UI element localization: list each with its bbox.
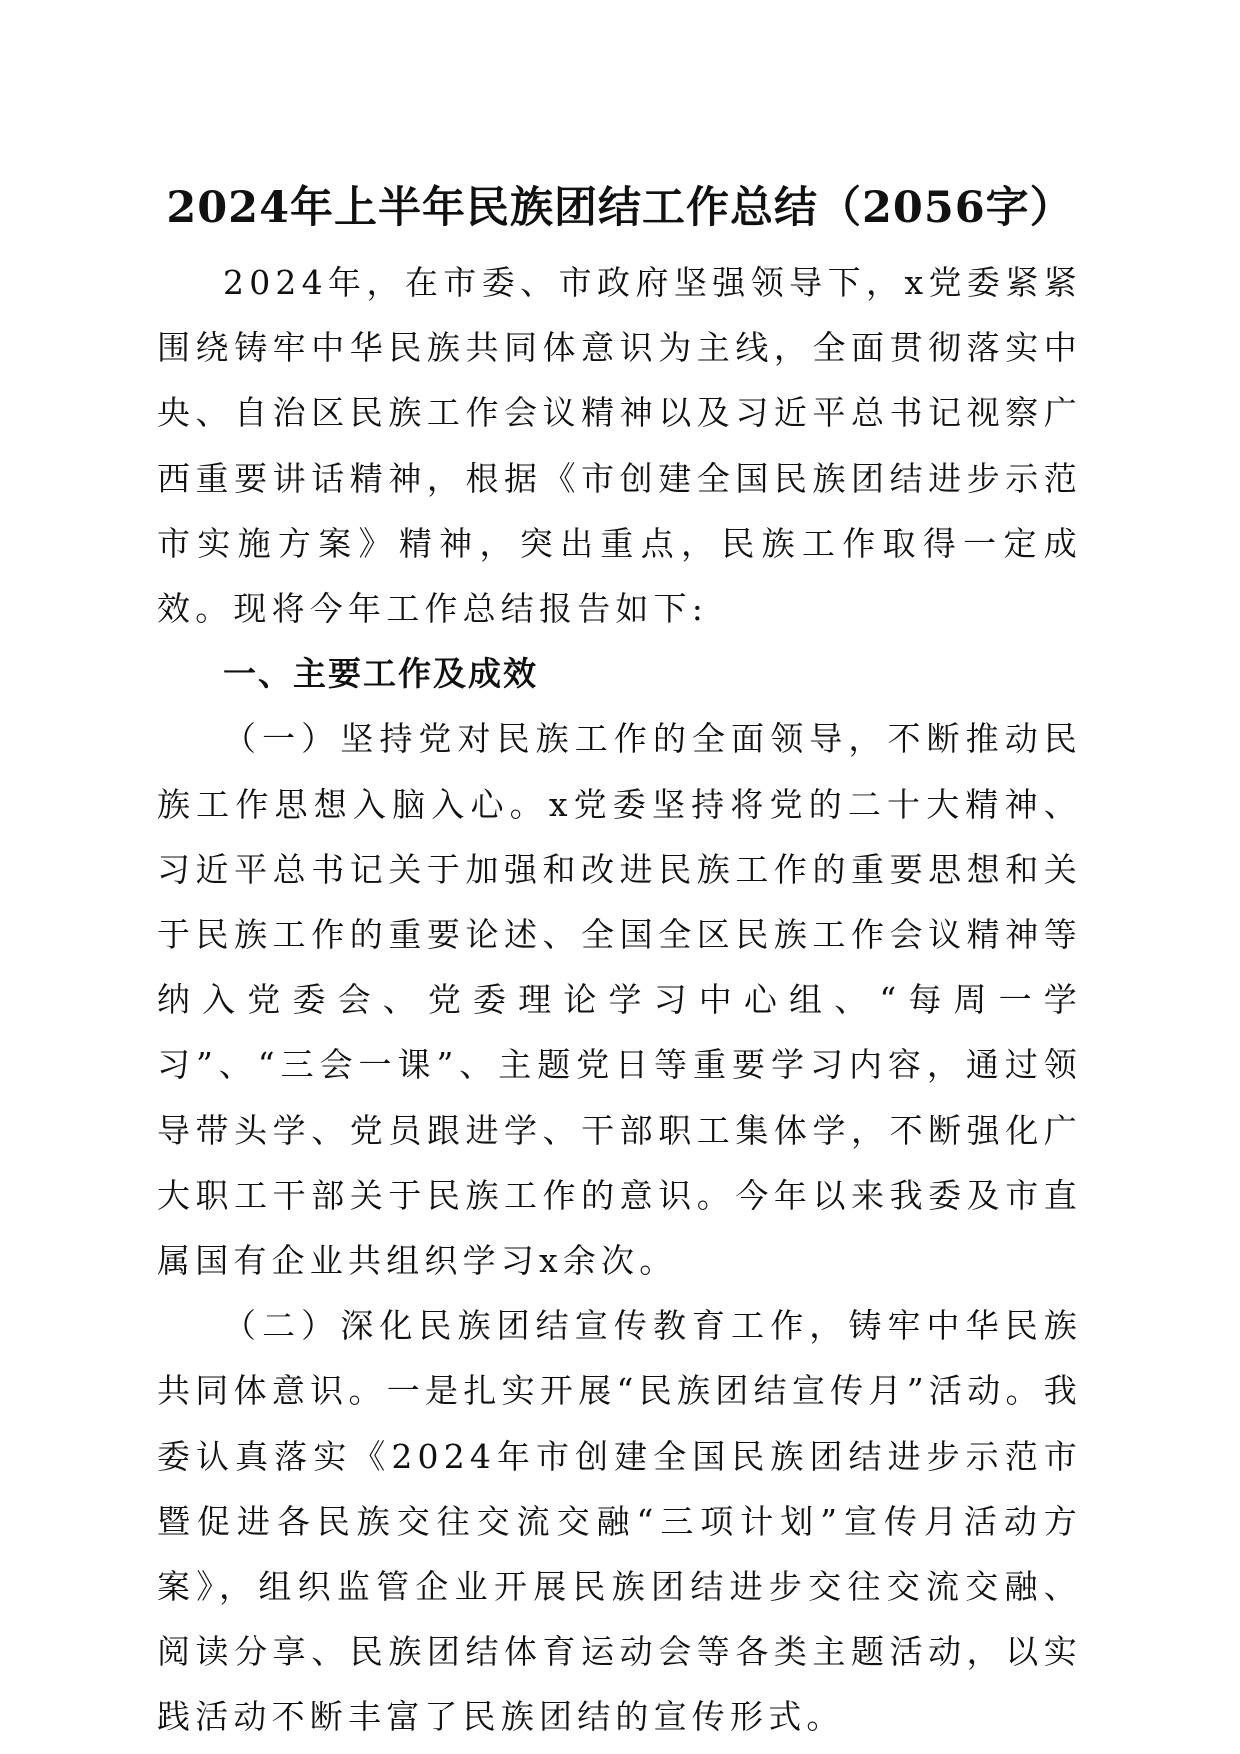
document-title: 2024年上半年民族团结工作总结（2056字） — [166, 183, 1074, 233]
document-body — [157, 250, 1082, 1750]
paragraph-party-leadership: （一）坚持党对民族工作的全面领导，不断推动民族工作思想入脑入心。x党委坚持将党的二十大精神、习近平总书记关于加强和改进民族工作的重要思想和关于民族工作的重要论述、全国全区民族工作会议精神等纳入党委会、党委理论学习中心组、“每周一学习”、“三会一课”、主题党日等重要学习内容，通过领导带头学、党员跟进学、干部职工集体学，不断强化广大职工干部关于民族工作的意识。今年以来我委及市直属国有企业共组织学习x余次。 — [157, 719, 1082, 1281]
paragraph-publicity-education: （二）深化民族团结宣传教育工作，铸牢中华民族共同体意识。一是扎实开展“民族团结宣传月”活动。我委认真落实《2024年市创建全国民族团结进步示范市暨促进各民族交往交流交融“三项计划”宣传月活动方案》，组织监管企业开展民族团结进步交往交流交融、阅读分享、民族团结体育运动会等各类主题活动，以实践活动不断丰富了民族团结的宣传形式。 — [157, 1306, 1082, 1737]
intro-paragraph: 2024年，在市委、市政府坚强领导下，x党委紧紧围绕铸牢中华民族共同体意识为主线，全面贯彻落实中央、自治区民族工作会议精神以及习近平总书记视察广西重要讲话精神，根据《市创建全国民族团结进步示范市实施方案》精神，突出重点，民族工作取得一定成效。现将今年工作总结报告如下: — [157, 263, 1082, 629]
section-heading-main-work: 一、主要工作及成效 — [223, 654, 538, 694]
